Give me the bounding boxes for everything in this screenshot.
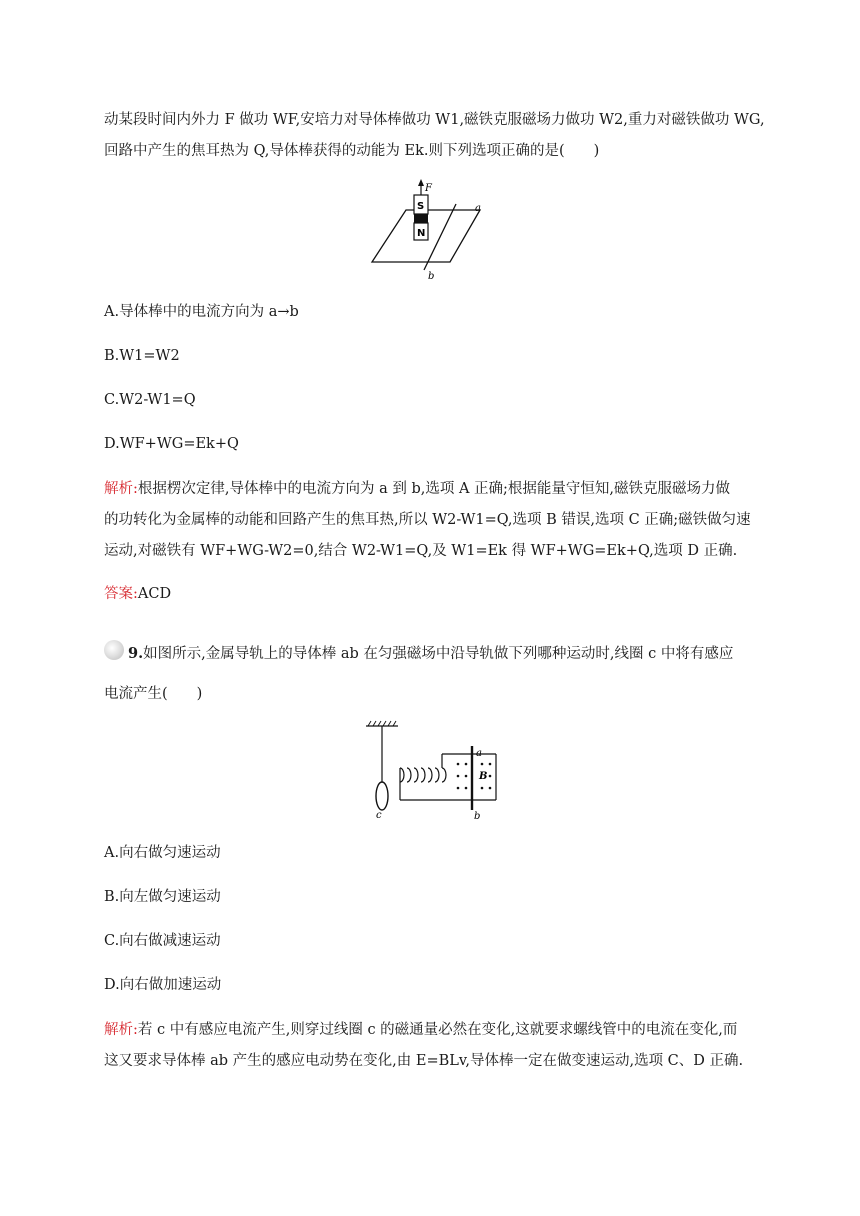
q8-answer [104, 584, 171, 604]
q9-stem-line-1 [128, 644, 733, 664]
coil-c-label: c [376, 810, 382, 820]
ceiling-hatching [368, 721, 396, 726]
end-b-label: b [428, 271, 435, 282]
q9-option-c: C.向右做减速运动 [104, 933, 221, 949]
solenoid-windings [400, 768, 446, 782]
answer-label: 答案: [104, 586, 138, 602]
north-pole-label: N [417, 228, 426, 239]
analysis-label: 解析: [104, 1022, 138, 1038]
end-b-label: b [474, 811, 481, 820]
analysis-text: 若 c 中有感应电流产生,则穿过线圈 c 的磁通量必然在变化,这就要求螺线管中的电流在变化,而 [137, 1022, 738, 1038]
q8-option-b: B.W1=W2 [104, 348, 180, 364]
q9-figure-coil-circuit [362, 716, 502, 820]
question-bullet-icon [104, 640, 124, 660]
question-number: 9. [128, 645, 144, 662]
q9-option-a: A.向右做匀速运动 [104, 845, 221, 861]
field-b-label: B [479, 771, 488, 782]
end-a-label: a [475, 203, 481, 214]
q8-stem-line-2: 回路中产生的焦耳热为 Q,导体棒获得的动能为 Ek.则下列选项正确的是( ) [104, 143, 600, 159]
q8-option-c: C.W2-W1=Q [104, 392, 196, 408]
south-pole-label: S [417, 201, 425, 212]
q9-analysis-line-2: 这又要求导体棒 ab 产生的感应电动势在变化,由 E=BLv,导体棒一定在做变速运动,选项 C、D 正确. [104, 1053, 744, 1069]
q8-analysis-line-2: 的功转化为金属棒的动能和回路产生的焦耳热,所以 W2-W1=Q,选项 B 错误,选项 C 正确;磁铁做匀速 [104, 512, 751, 528]
magnet-middle [414, 214, 428, 223]
force-arrow-head [418, 179, 424, 186]
q9-stem-text: 如图所示,金属导轨上的导体棒 ab 在匀强磁场中沿导轨做下列哪种运动时,线圈 c 中将有感应 [143, 646, 734, 662]
q8-option-a: A.导体棒中的电流方向为 a→b [104, 304, 299, 320]
q9-option-d: D.向右做加速运动 [104, 977, 222, 993]
coil-c [376, 782, 388, 810]
q8-analysis-line-1 [104, 479, 730, 499]
q8-figure-magnet-rails [368, 178, 488, 284]
answer-value: ACD [137, 586, 172, 602]
q8-stem-line-1: 动某段时间内外力 F 做功 WF,安培力对导体棒做功 W1,磁铁克服磁场力做功 W2,重力对磁铁做功 WG, [104, 112, 765, 128]
force-label: F [425, 183, 432, 194]
q8-option-d: D.WF+WG=Ek+Q [104, 436, 239, 452]
q9-analysis-line-1 [104, 1020, 737, 1040]
end-a-label: a [476, 748, 482, 759]
analysis-text: 根据楞次定律,导体棒中的电流方向为 a 到 b,选项 A 正确;根据能量守恒知,磁铁克服磁场力做 [137, 481, 731, 497]
q9-stem-line-2: 电流产生( ) [104, 686, 203, 702]
q9-option-b: B.向左做匀速运动 [104, 889, 221, 905]
q8-analysis-line-3: 运动,对磁铁有 WF+WG-W2=0,结合 W2-W1=Q,及 W1=Ek 得 WF+WG=Ek+Q,选项 D 正确. [104, 543, 738, 559]
analysis-label: 解析: [104, 481, 138, 497]
